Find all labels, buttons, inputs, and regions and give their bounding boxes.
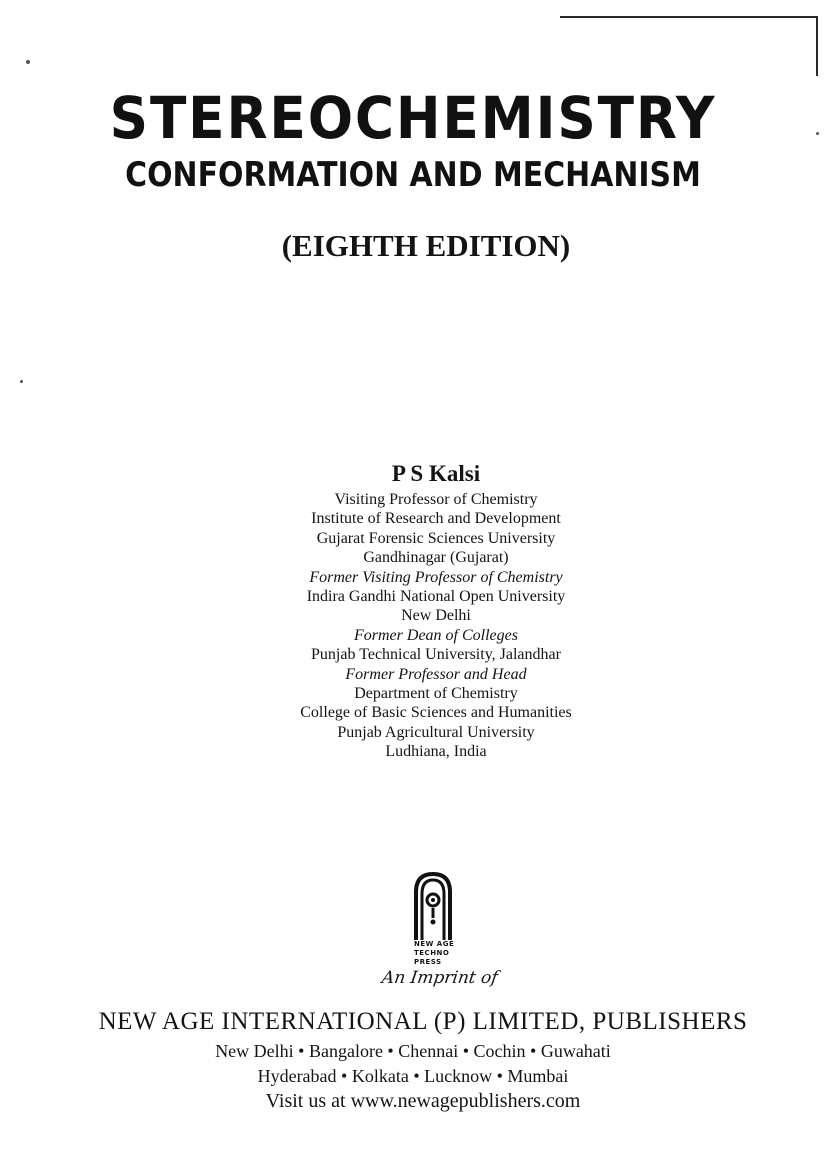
affiliation-line: Former Dean of Colleges bbox=[354, 626, 518, 644]
affiliation-line: Punjab Agricultural University bbox=[337, 723, 535, 741]
affiliation-line: Ludhiana, India bbox=[385, 743, 487, 761]
logo-line: NEW AGE bbox=[414, 940, 455, 948]
scan-speck bbox=[20, 380, 23, 383]
author-block bbox=[286, 460, 586, 762]
imprint-note: An Imprint of bbox=[380, 968, 500, 988]
affiliation-line: Gandhinagar (Gujarat) bbox=[363, 549, 509, 567]
logo-line: PRESS bbox=[414, 958, 442, 966]
affiliation-line: Visiting Professor of Chemistry bbox=[334, 491, 538, 508]
affiliation-line: Former Visiting Professor of Chemistry bbox=[309, 568, 563, 586]
publisher-name: NEW AGE INTERNATIONAL (P) LIMITED, PUBLISHERS bbox=[98, 1008, 748, 1035]
author-name: P S Kalsi bbox=[391, 461, 481, 486]
affiliation-list bbox=[286, 490, 586, 762]
book-title: STEREOCHEMISTRY bbox=[109, 84, 717, 152]
scan-edge-line-right bbox=[816, 16, 818, 76]
logo-text bbox=[414, 940, 474, 967]
affiliation-line: Indira Gandhi National Open University bbox=[306, 588, 566, 606]
affiliation-line: Punjab Technical University, Jalandhar bbox=[311, 646, 561, 664]
affiliation-line: New Delhi bbox=[401, 607, 471, 625]
scan-speck bbox=[816, 132, 819, 135]
affiliation-line: Gujarat Forensic Sciences University bbox=[316, 529, 556, 547]
affiliation-line: Institute of Research and Development bbox=[311, 510, 561, 528]
affiliation-line: Former Professor and Head bbox=[345, 665, 527, 683]
publisher-website: Visit us at www.newagepublishers.com bbox=[265, 1090, 581, 1112]
publisher-cities-2: Hyderabad • Kolkata • Lucknow • Mumbai bbox=[257, 1066, 569, 1086]
scan-speck bbox=[26, 60, 30, 64]
logo-line: TECHNO bbox=[414, 949, 450, 957]
scan-edge-line bbox=[560, 16, 818, 18]
affiliation-line: Department of Chemistry bbox=[354, 685, 518, 703]
edition-label: (EIGHTH EDITION) bbox=[281, 228, 571, 263]
affiliation-line: College of Basic Sciences and Humanities bbox=[300, 704, 572, 722]
publisher-cities: New Delhi • Bangalore • Chennai • Cochin • Guwahati bbox=[215, 1041, 611, 1061]
book-subtitle: CONFORMATION AND MECHANISM bbox=[125, 155, 701, 195]
